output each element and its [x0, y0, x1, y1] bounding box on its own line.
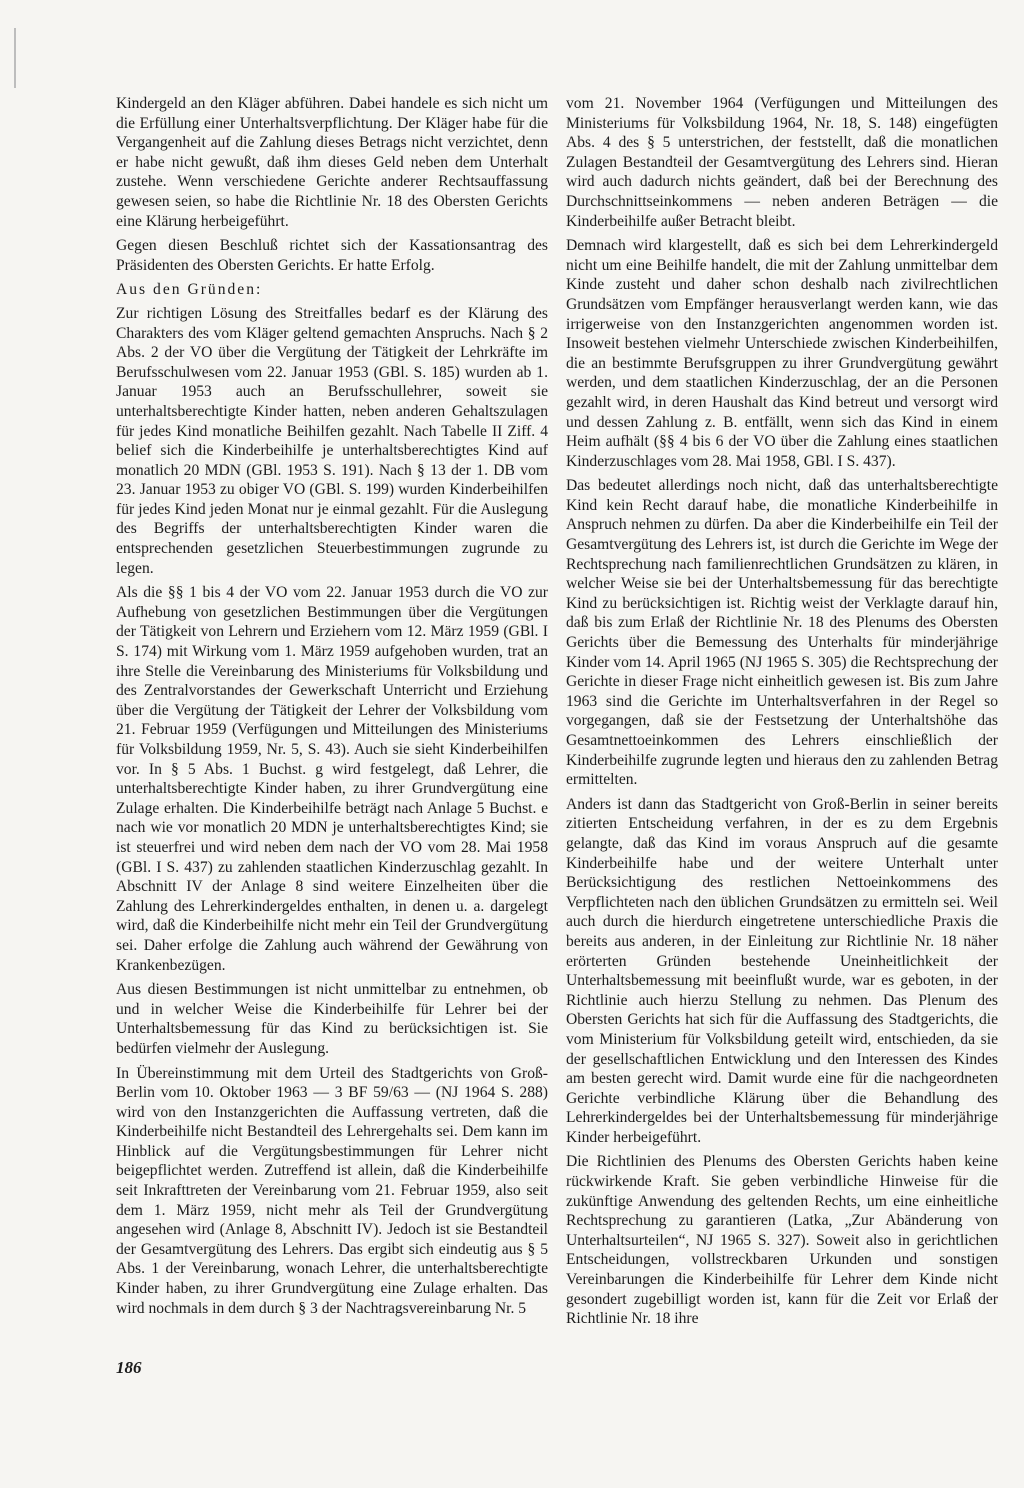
paragraph: vom 21. November 1964 (Verfügungen und Mitteilungen des Ministeriums für Volksbildung 1964, Nr. 18, S. 148) eingefügten Abs. 4 des § 5 unterstrichen, der feststellt, daß die monatlichen Zulagen Bestandteil der Gesamtvergütung des Lehrers sind. Hieran wird auch dadurch nichts geändert, daß bei der Berechnung des Durchschnittseinkommens — neben anderen Beträgen — die Kinderbeihilfe außer Betracht bleibt. — [566, 95, 998, 230]
paragraph: Gegen diesen Beschluß richtet sich der Kassationsantrag des Präsidenten des Obersten Gerichts. Er hatte Erfolg. — [116, 237, 548, 274]
paragraph: In Übereinstimmung mit dem Urteil des Stadtgerichts von Groß-Berlin vom 10. Oktober 1963 — 3 BF 59/63 — (NJ 1964 S. 288) wird von den Instanzgerichten die Auffassung vertreten, daß die Kinderbeihilfe nicht Bestandteil des Lehrergehalts sei. Dem kann im Hinblick auf die Vergütungsbestimmungen für Lehrer nicht beigepflichtet werden. Zutreffend ist allein, daß die Kinderbeihilfe seit Inkrafttreten der Vereinbarung vom 21. Februar 1959, also seit dem 1. März 1959, nicht mehr als Teil der Grundvergütung angesehen wird (Anlage 8, Abschnitt IV). Jedoch ist sie Bestandteil der Gesamtvergütung des Lehrers. Das ergibt sich eindeutig aus § 5 Abs. 1 der Vereinbarung, wonach Lehrer, die unterhaltsberechtigte Kinder haben, zu ihrer Grundvergütung eine Zulage erhalten. Das wird nochmals in dem durch § 3 der Nachtragsvereinbarung Nr. 5 — [116, 1064, 548, 1317]
paragraph: Die Richtlinien des Plenums des Obersten Gerichts haben keine rückwirkende Kraft. Sie geben verbindliche Hinweise für die zukünftige Anwendung des geltenden Rechts, um eine einheitliche Rechtsprechung zu garantieren (Latka, „Zur Abänderung von Unterhaltsurteilen“, NJ 1965 S. 327). Soweit also in gerichtlichen Entscheidungen, vollstreckbaren Urkunden und sonstigen Vereinbarungen die Kinderbeihilfe für Lehrer dem Kinde nicht gesondert zugebilligt worden ist, kann für die Zeit vor Erlaß der Richtlinie Nr. 18 ihre — [566, 1153, 998, 1328]
left-column — [116, 94, 548, 1323]
scan-edge-mark — [14, 28, 16, 88]
page-number: 186 — [116, 1358, 142, 1377]
paragraph: Das bedeutet allerdings noch nicht, daß das unterhaltsberechtigte Kind kein Recht darauf habe, die monatliche Kinderbeihilfe in Anspruch nehmen zu dürfen. Da aber die Kinderbeihilfe ein Teil der Gesamtvergütung des Lehrers ist, ist durch die Gerichte im Wege der Rechtsprechung nach familienrechtlichen Grundsätzen zu klären, in welcher Weise sie bei der Unterhaltsbemessung für das berechtigte Kind zu berücksichtigen ist. Richtig weist der Verklagte darauf hin, daß bis zum Erlaß der Richtlinie Nr. 18 des Plenums des Obersten Gerichts über die Bemessung des Unterhalts für minderjährige Kinder vom 14. April 1965 (NJ 1965 S. 305) die Rechtsprechung der Gerichte in dieser Frage nicht einheitlich gewesen ist. Bis zum Jahre 1963 sind die Gerichte im Unterhaltsverfahren in der Regel so vorgegangen, daß sie der Festsetzung der Unterhaltshöhe das Gesamtnettoeinkommen des Lehrers einschließlich der Kinderbeihilfe zugrunde legten und hieraus den zu zahlenden Betrag ermittelten. — [566, 477, 998, 789]
paragraph: Als die §§ 1 bis 4 der VO vom 22. Januar 1953 durch die VO zur Aufhebung von gesetzlichen Bestimmungen über die Vergütungen der Tätigkeit von Lehrern und Erziehern vom 12. März 1959 (GBl. I S. 174) mit Wirkung vom 1. März 1959 aufgehoben wurden, trat an ihre Stelle die Vereinbarung des Ministeriums für Volksbildung und des Zentralvorstandes der Gewerkschaft Unterricht und Erziehung über die Vergütung der Tätigkeit der Lehrer der Volksbildung vom 21. Februar 1959 (Verfügungen und Mitteilungen des Ministeriums für Volksbildung 1959, Nr. 5, S. 43). Auch sie sieht Kinderbeihilfen vor. In § 5 Abs. 1 Buchst. g wird festgelegt, daß Lehrer, die unterhaltsberechtigte Kinder haben, zu ihrer Grundvergütung eine Zulage erhalten. Die Kinderbeihilfe beträgt nach Anlage 5 Buchst. e nach wie vor monatlich 20 MDN je unterhaltsberechtigtes Kind; sie ist steuerfrei und wird neben dem nach der VO vom 28. Mai 1958 (GBl. I S. 437) zu zahlenden staatlichen Kinderzuschlag gezahlt. In Abschnitt IV der Anlage 8 sind weitere Einzelheiten über die Zahlung des Lehrerkindergeldes enthalten, in denen u. a. dargelegt wird, daß die Kinderbeihilfe nicht mehr ein Teil der Grundvergütung sei. Daher erfolge die Zahlung auch während der Gewährung von Krankenbezügen. — [116, 584, 548, 974]
paragraph: Demnach wird klargestellt, daß es sich bei dem Lehrerkindergeld nicht um eine Beihilfe handelt, die mit der Zahlung unmittelbar dem Kinde zusteht und daher schon deshalb nach zivilrechtlichen Grundsätzen vom Empfänger herausverlangt werden kann, wie das irrigerweise von den Instanzgerichten angenommen worden ist. Insoweit bestehen vielmehr Unterschiede zwischen Kinderbeihilfen, die an bestimmte Berufsgruppen zu ihrer Grundvergütung gewährt werden, und dem staatlichen Kinderzuschlag, der an die Personen gezahlt wird, in deren Haushalt das Kind betreut und versorgt wird und dessen Zahlung z. B. entfällt, wenn sich das Kind in einem Heim aufhält (§§ 4 bis 6 der VO über die Zahlung eines staatlichen Kinderzuschlages vom 28. Mai 1958, GBl. I S. 437). — [566, 237, 998, 470]
section-heading: Aus den Gründen: — [116, 281, 263, 299]
paragraph: Anders ist dann das Stadtgericht von Groß-Berlin in seiner bereits zitierten Entscheidung verfahren, in der es zu dem Ergebnis gelangte, daß das Kind im voraus Anspruch auf die gesamte Kinderbeihilfe habe und der weitere Unterhalt unter Berücksichtigung des restlichen Nettoeinkommens des Verpflichteten nach den üblichen Grundsätzen zu ermitteln sei. Weil auch durch die hierdurch eingetretene unterschiedliche Praxis die bereits aus anderen, in der Einleitung zur Richtlinie Nr. 18 näher erörterten Gründen bestehende Uneinheitlichkeit der Unterhaltsbemessung mit beeinflußt wurde, war es geboten, in der Richtlinie auch hierzu Stellung zu nehmen. Das Plenum des Obersten Gerichts hat sich für die Auffassung des Stadtgerichts, die vom Ministerium für Volksbildung geteilt wird, entschieden, da sie der gesellschaftlichen Entwicklung und den Interessen des Kindes am besten gerecht wird. Damit wurde eine für die nachgeordneten Gerichte verbindliche Klärung über die Behandlung des Lehrerkindergeldes bei der Unterhaltsbemessung für minderjährige Kinder herbeigeführt. — [566, 795, 998, 1146]
paragraph: Zur richtigen Lösung des Streitfalles bedarf es der Klärung des Charakters des vom Kläger geltend gemachten Anspruchs. Nach § 2 Abs. 2 der VO über die Vergütung der Tätigkeit der Lehrkräfte im Berufsschulwesen vom 22. Januar 1953 (GBl. S. 185) wurden ab 1. Januar 1953 auch an Berufsschullehrer, soweit sie unterhaltsberechtigte Kinder hatten, neben anderen Gehaltszulagen für jedes Kind monatliche Beihilfen gezahlt. Nach Tabelle II Ziff. 4 belief sich die Kinderbeihilfe je unterhaltsberechtigtes Kind auf monatlich 20 MDN (GBl. 1953 S. 191). Nach § 13 der 1. DB vom 23. Januar 1953 zu obiger VO (GBl. S. 199) wurden Kinderbeihilfen für jedes Kind jeden Monat nur je einmal gezahlt. Für die Auslegung des Begriffs der unterhaltsberechtigten Kinder waren die entsprechenden gesetzlichen Steuerbestimmungen zugrunde zu legen. — [116, 304, 548, 577]
paragraph: Aus diesen Bestimmungen ist nicht unmittelbar zu entnehmen, ob und in welcher Weise die Kinderbeihilfe für Lehrer bei der Unterhaltsbemessung für das Kind zu berücksichtigen ist. Sie bedürfen vielmehr der Auslegung. — [116, 981, 548, 1057]
right-column — [566, 94, 998, 1334]
paragraph: Kindergeld an den Kläger abführen. Dabei handele es sich nicht um die Erfüllung einer Unterhaltsverpflichtung. Der Kläger habe für die Vergangenheit auf die Zahlung dieses Betrags nicht verzichtet, denn er habe nicht gewußt, daß ihm dieses Geld neben dem Unterhalt zustehe. Wenn verschiedene Gerichte anderer Rechtsauffassung gewesen seien, so habe die Richtlinie Nr. 18 des Obersten Gerichts eine Klärung herbeigeführt. — [116, 95, 548, 230]
